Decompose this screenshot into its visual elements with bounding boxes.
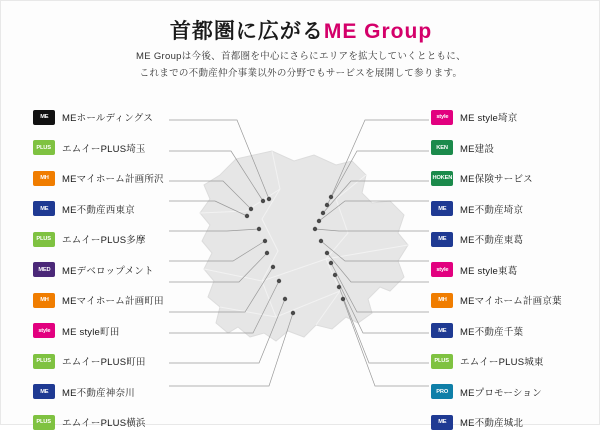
badge-glyph: ME — [437, 205, 447, 212]
company-logo-badge — [431, 262, 453, 277]
list-item[interactable] — [431, 290, 600, 310]
company-name: ME不動産東葛 — [460, 235, 524, 246]
badge-glyph: PLUS — [36, 419, 52, 425]
company-name: MEマイホーム計画京葉 — [460, 296, 562, 307]
badge-glyph: MH — [39, 297, 49, 303]
page-subtitle — [1, 48, 600, 82]
company-name: MEプロモーション — [460, 387, 542, 399]
list-item[interactable] — [431, 107, 600, 127]
company-logo-badge — [33, 140, 55, 155]
list-item[interactable] — [431, 260, 600, 280]
subtitle-line-2: これまでの不動産仲介事業以外の分野でもサービスを展開して参ります。 — [139, 68, 463, 79]
company-logo-badge — [431, 140, 453, 155]
company-name: ME不動産西東京 — [62, 204, 135, 216]
company-name: エムイーPLUS町田 — [62, 357, 146, 368]
company-name: ME保険サービス — [460, 174, 533, 185]
list-item[interactable] — [431, 351, 600, 371]
company-name: MEデベロップメント — [62, 265, 154, 277]
company-name: ME不動産城北 — [460, 418, 524, 429]
subtitle-line-1: ME Groupは今後、首都圏を中心にさらにエリアを拡大していくとともに、 — [136, 51, 466, 62]
list-item[interactable] — [33, 412, 238, 432]
company-logo-badge — [33, 110, 55, 125]
company-logo-badge — [33, 293, 55, 308]
page-title-accent: ME Group — [323, 20, 433, 43]
list-item[interactable] — [431, 138, 600, 158]
badge-glyph: MED — [37, 266, 51, 273]
badge-glyph: ME — [437, 327, 447, 334]
company-name: エムイーPLUS城東 — [460, 357, 544, 368]
badge-glyph: PRO — [436, 388, 448, 395]
company-name: MEマイホーム計画町田 — [62, 296, 164, 307]
list-item[interactable] — [33, 107, 238, 127]
company-logo-badge — [431, 415, 453, 430]
company-logo-badge — [431, 354, 453, 369]
list-item[interactable] — [431, 199, 600, 219]
company-name: ME style町田 — [62, 326, 120, 338]
badge-glyph: style — [435, 266, 449, 273]
company-name: ME不動産神奈川 — [62, 387, 135, 399]
company-list-left — [33, 107, 238, 443]
list-item[interactable] — [431, 321, 600, 341]
list-item[interactable] — [33, 321, 238, 341]
company-logo-badge — [431, 232, 453, 247]
badge-glyph: KEN — [436, 144, 448, 151]
company-logo-badge — [431, 171, 453, 186]
company-name: ME不動産埼京 — [460, 204, 524, 216]
badge-glyph: ME — [39, 205, 49, 212]
company-name: MEホールディングス — [62, 113, 154, 124]
badge-glyph: PLUS — [36, 358, 52, 364]
badge-glyph: PLUS — [36, 236, 52, 242]
list-item[interactable] — [33, 138, 238, 158]
company-logo-badge — [431, 323, 453, 338]
page-title-prefix: 首都圏に広がる — [169, 20, 324, 43]
badge-glyph: PLUS — [434, 358, 450, 364]
company-logo-badge — [33, 354, 55, 369]
list-item[interactable] — [33, 168, 238, 188]
list-item[interactable] — [431, 168, 600, 188]
company-logo-badge — [33, 384, 55, 399]
list-item[interactable] — [33, 260, 238, 280]
list-item[interactable] — [33, 229, 238, 249]
company-logo-badge — [431, 293, 453, 308]
list-item[interactable] — [431, 412, 600, 432]
badge-glyph: ME — [39, 388, 49, 395]
badge-glyph: style — [435, 114, 449, 120]
page-title — [1, 15, 600, 45]
list-item[interactable] — [33, 199, 238, 219]
list-item[interactable] — [431, 229, 600, 249]
company-name: ME不動産千葉 — [460, 326, 524, 338]
company-logo-badge — [33, 262, 55, 277]
company-name: ME建設 — [460, 143, 495, 155]
list-item[interactable] — [33, 382, 238, 402]
badge-glyph: ME — [39, 114, 49, 120]
company-logo-badge — [33, 415, 55, 430]
company-logo-badge — [431, 110, 453, 125]
company-logo-badge — [431, 201, 453, 216]
company-logo-badge — [33, 232, 55, 247]
company-logo-badge — [33, 323, 55, 338]
company-list-right — [431, 107, 600, 443]
company-logo-badge — [431, 384, 453, 399]
company-logo-badge — [33, 201, 55, 216]
badge-glyph: ME — [437, 236, 447, 242]
company-name: エムイーPLUS埼玉 — [62, 143, 146, 155]
company-name: ME style埼京 — [460, 113, 518, 124]
company-name: エムイーPLUS横浜 — [62, 418, 146, 429]
badge-glyph: ME — [437, 419, 447, 425]
badge-glyph: PLUS — [36, 144, 52, 151]
badge-glyph: MH — [39, 175, 49, 181]
company-name: エムイーPLUS多摩 — [62, 235, 146, 246]
list-item[interactable] — [431, 382, 600, 402]
company-logo-badge — [33, 171, 55, 186]
company-name: MEマイホーム計画所沢 — [62, 174, 164, 185]
badge-glyph: style — [37, 327, 51, 334]
badge-glyph: HOKEN — [432, 175, 452, 181]
company-name: ME style東葛 — [460, 265, 518, 277]
list-item[interactable] — [33, 290, 238, 310]
badge-glyph: MH — [437, 297, 447, 303]
list-item[interactable] — [33, 351, 238, 371]
